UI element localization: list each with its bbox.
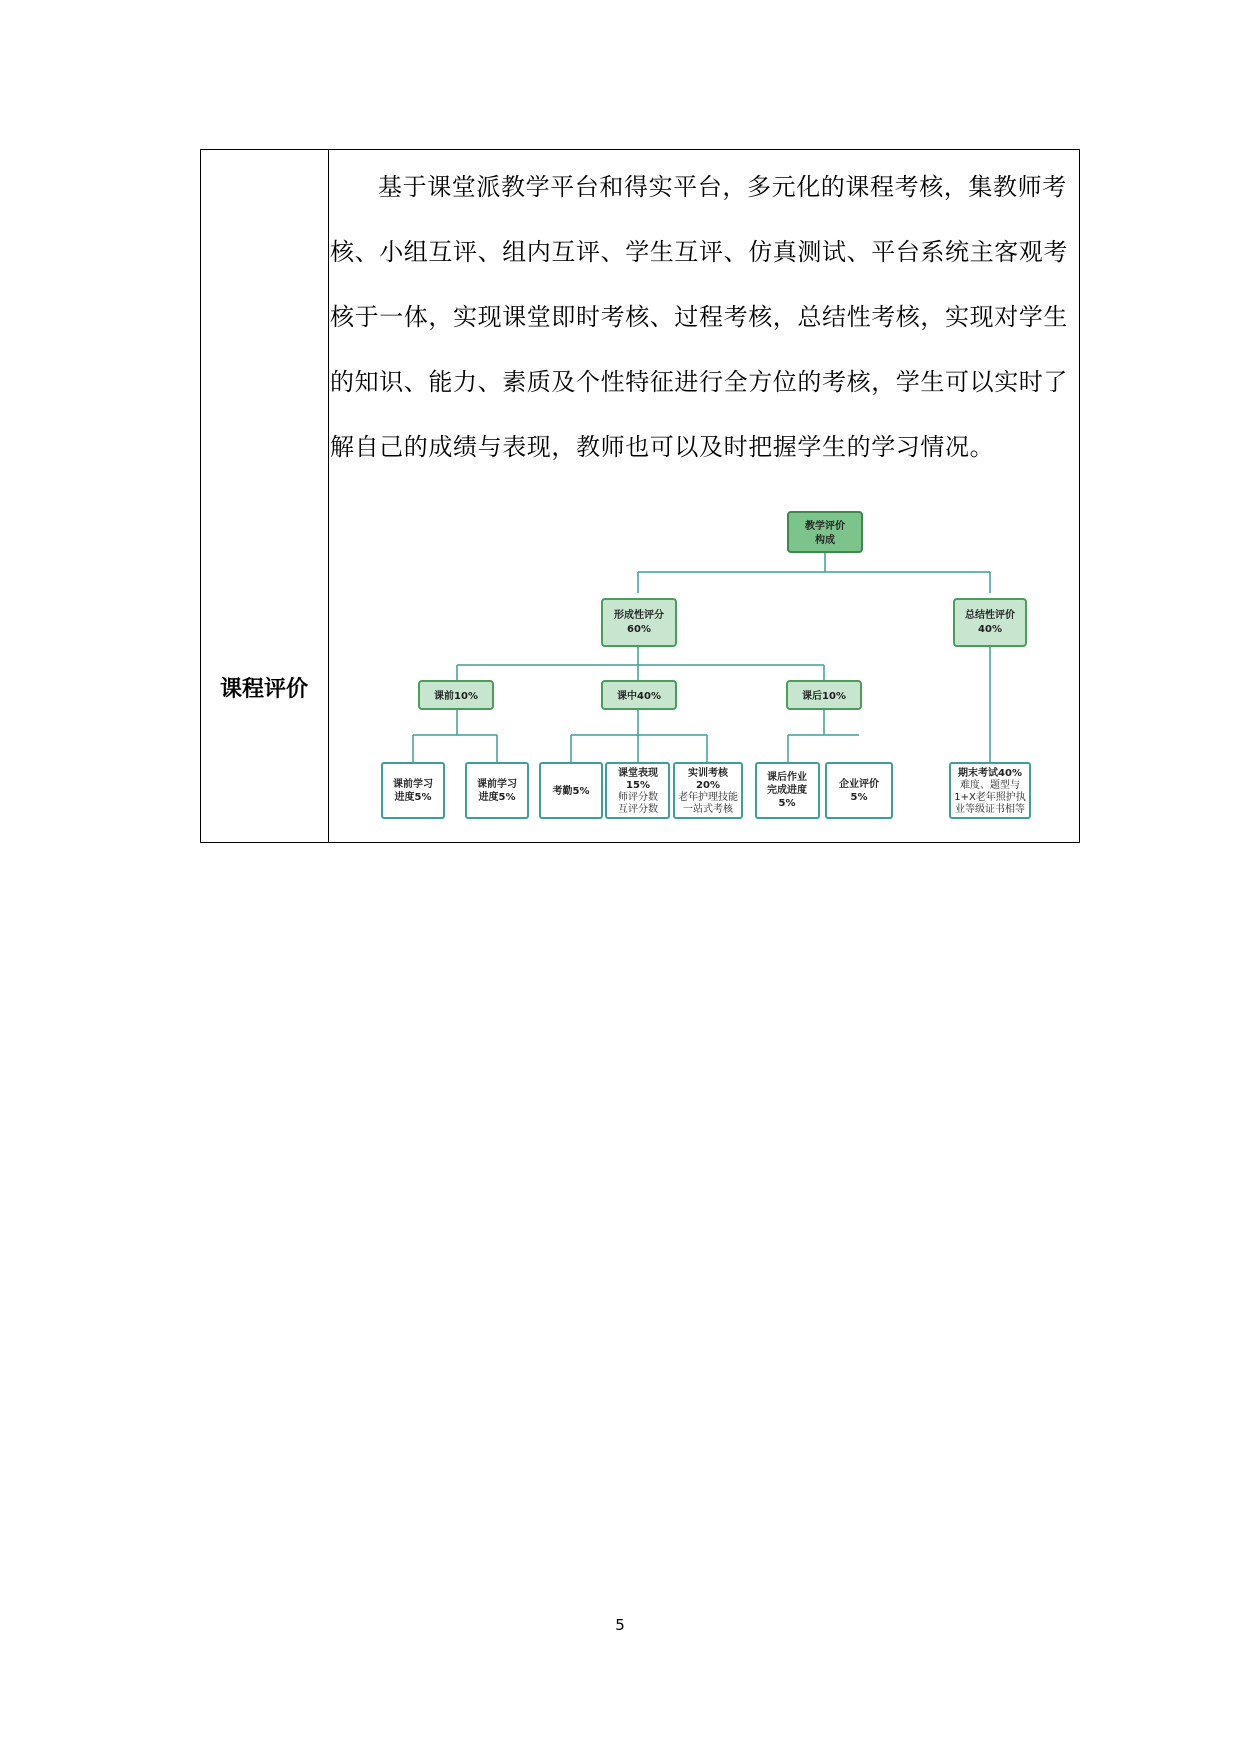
svg-text:形成性评分: 形成性评分 <box>614 610 664 621</box>
svg-text:5%: 5% <box>850 792 868 803</box>
svg-text:企业评价: 企业评价 <box>839 779 879 790</box>
svg-text:进度5%: 进度5% <box>478 792 516 803</box>
diagram-edges <box>413 552 990 763</box>
svg-text:5%: 5% <box>778 798 796 809</box>
svg-text:1+X老年照护执: 1+X老年照护执 <box>954 792 1026 803</box>
evaluation-structure-diagram <box>370 500 1050 835</box>
svg-text:课前10%: 课前10% <box>434 691 478 702</box>
evaluation-paragraph: 基于课堂派教学平台和得实平台，多元化的课程考核，集教师考核、小组互评、组内互评、学生互评、仿真测试、平台系统主客观考核于一体，实现课堂即时考核、过程考核，总结性考核，实现对学生的知识、能力、素质及个性特征进行全方位的考核，学生可以实时了解自己的成绩与表现，教师也可以及时把握学生的学习情况。 <box>330 173 1068 461</box>
row-label: 课程评价 <box>219 677 308 702</box>
svg-text:师评分数: 师评分数 <box>618 792 658 803</box>
svg-text:构成: 构成 <box>815 535 835 546</box>
svg-text:教学评价: 教学评价 <box>805 521 845 532</box>
svg-text:60%: 60% <box>627 624 651 635</box>
node-homework <box>756 763 819 818</box>
svg-text:课后作业: 课后作业 <box>767 772 807 783</box>
node-final-exam <box>950 763 1030 818</box>
svg-text:期末考试40%: 期末考试40% <box>958 768 1022 779</box>
node-enterprise <box>826 763 892 818</box>
node-pre <box>419 681 493 709</box>
node-practical <box>674 763 742 818</box>
svg-text:实训考核: 实训考核 <box>688 768 728 779</box>
svg-text:业等级证书相等: 业等级证书相等 <box>955 804 1025 815</box>
node-formative <box>602 599 676 646</box>
svg-text:老年护理技能: 老年护理技能 <box>678 792 738 803</box>
svg-text:课中40%: 课中40% <box>617 691 661 702</box>
svg-text:20%: 20% <box>696 780 720 791</box>
node-summative <box>954 599 1026 646</box>
svg-text:进度5%: 进度5% <box>394 792 432 803</box>
svg-text:总结性评价: 总结性评价 <box>965 610 1015 621</box>
node-post <box>787 681 861 709</box>
svg-text:难度、题型与: 难度、题型与 <box>960 780 1020 791</box>
svg-text:互评分数: 互评分数 <box>618 804 658 815</box>
table-divider <box>328 149 329 843</box>
node-pre-leaf-1 <box>382 763 444 818</box>
svg-text:课前学习: 课前学习 <box>393 779 433 790</box>
svg-text:课后10%: 课后10% <box>802 691 846 702</box>
svg-text:课前学习: 课前学习 <box>477 779 517 790</box>
page-number: 5 <box>615 1616 625 1634</box>
node-root <box>788 512 862 552</box>
node-attendance <box>540 763 602 818</box>
svg-text:40%: 40% <box>978 624 1002 635</box>
svg-text:15%: 15% <box>626 780 650 791</box>
node-pre-leaf-2 <box>466 763 528 818</box>
node-mid <box>602 681 676 709</box>
svg-text:一站式考核: 一站式考核 <box>683 804 733 815</box>
svg-text:考勤5%: 考勤5% <box>552 786 590 797</box>
node-performance <box>606 763 669 818</box>
svg-text:课堂表现: 课堂表现 <box>618 768 658 779</box>
svg-text:完成进度: 完成进度 <box>767 785 807 796</box>
